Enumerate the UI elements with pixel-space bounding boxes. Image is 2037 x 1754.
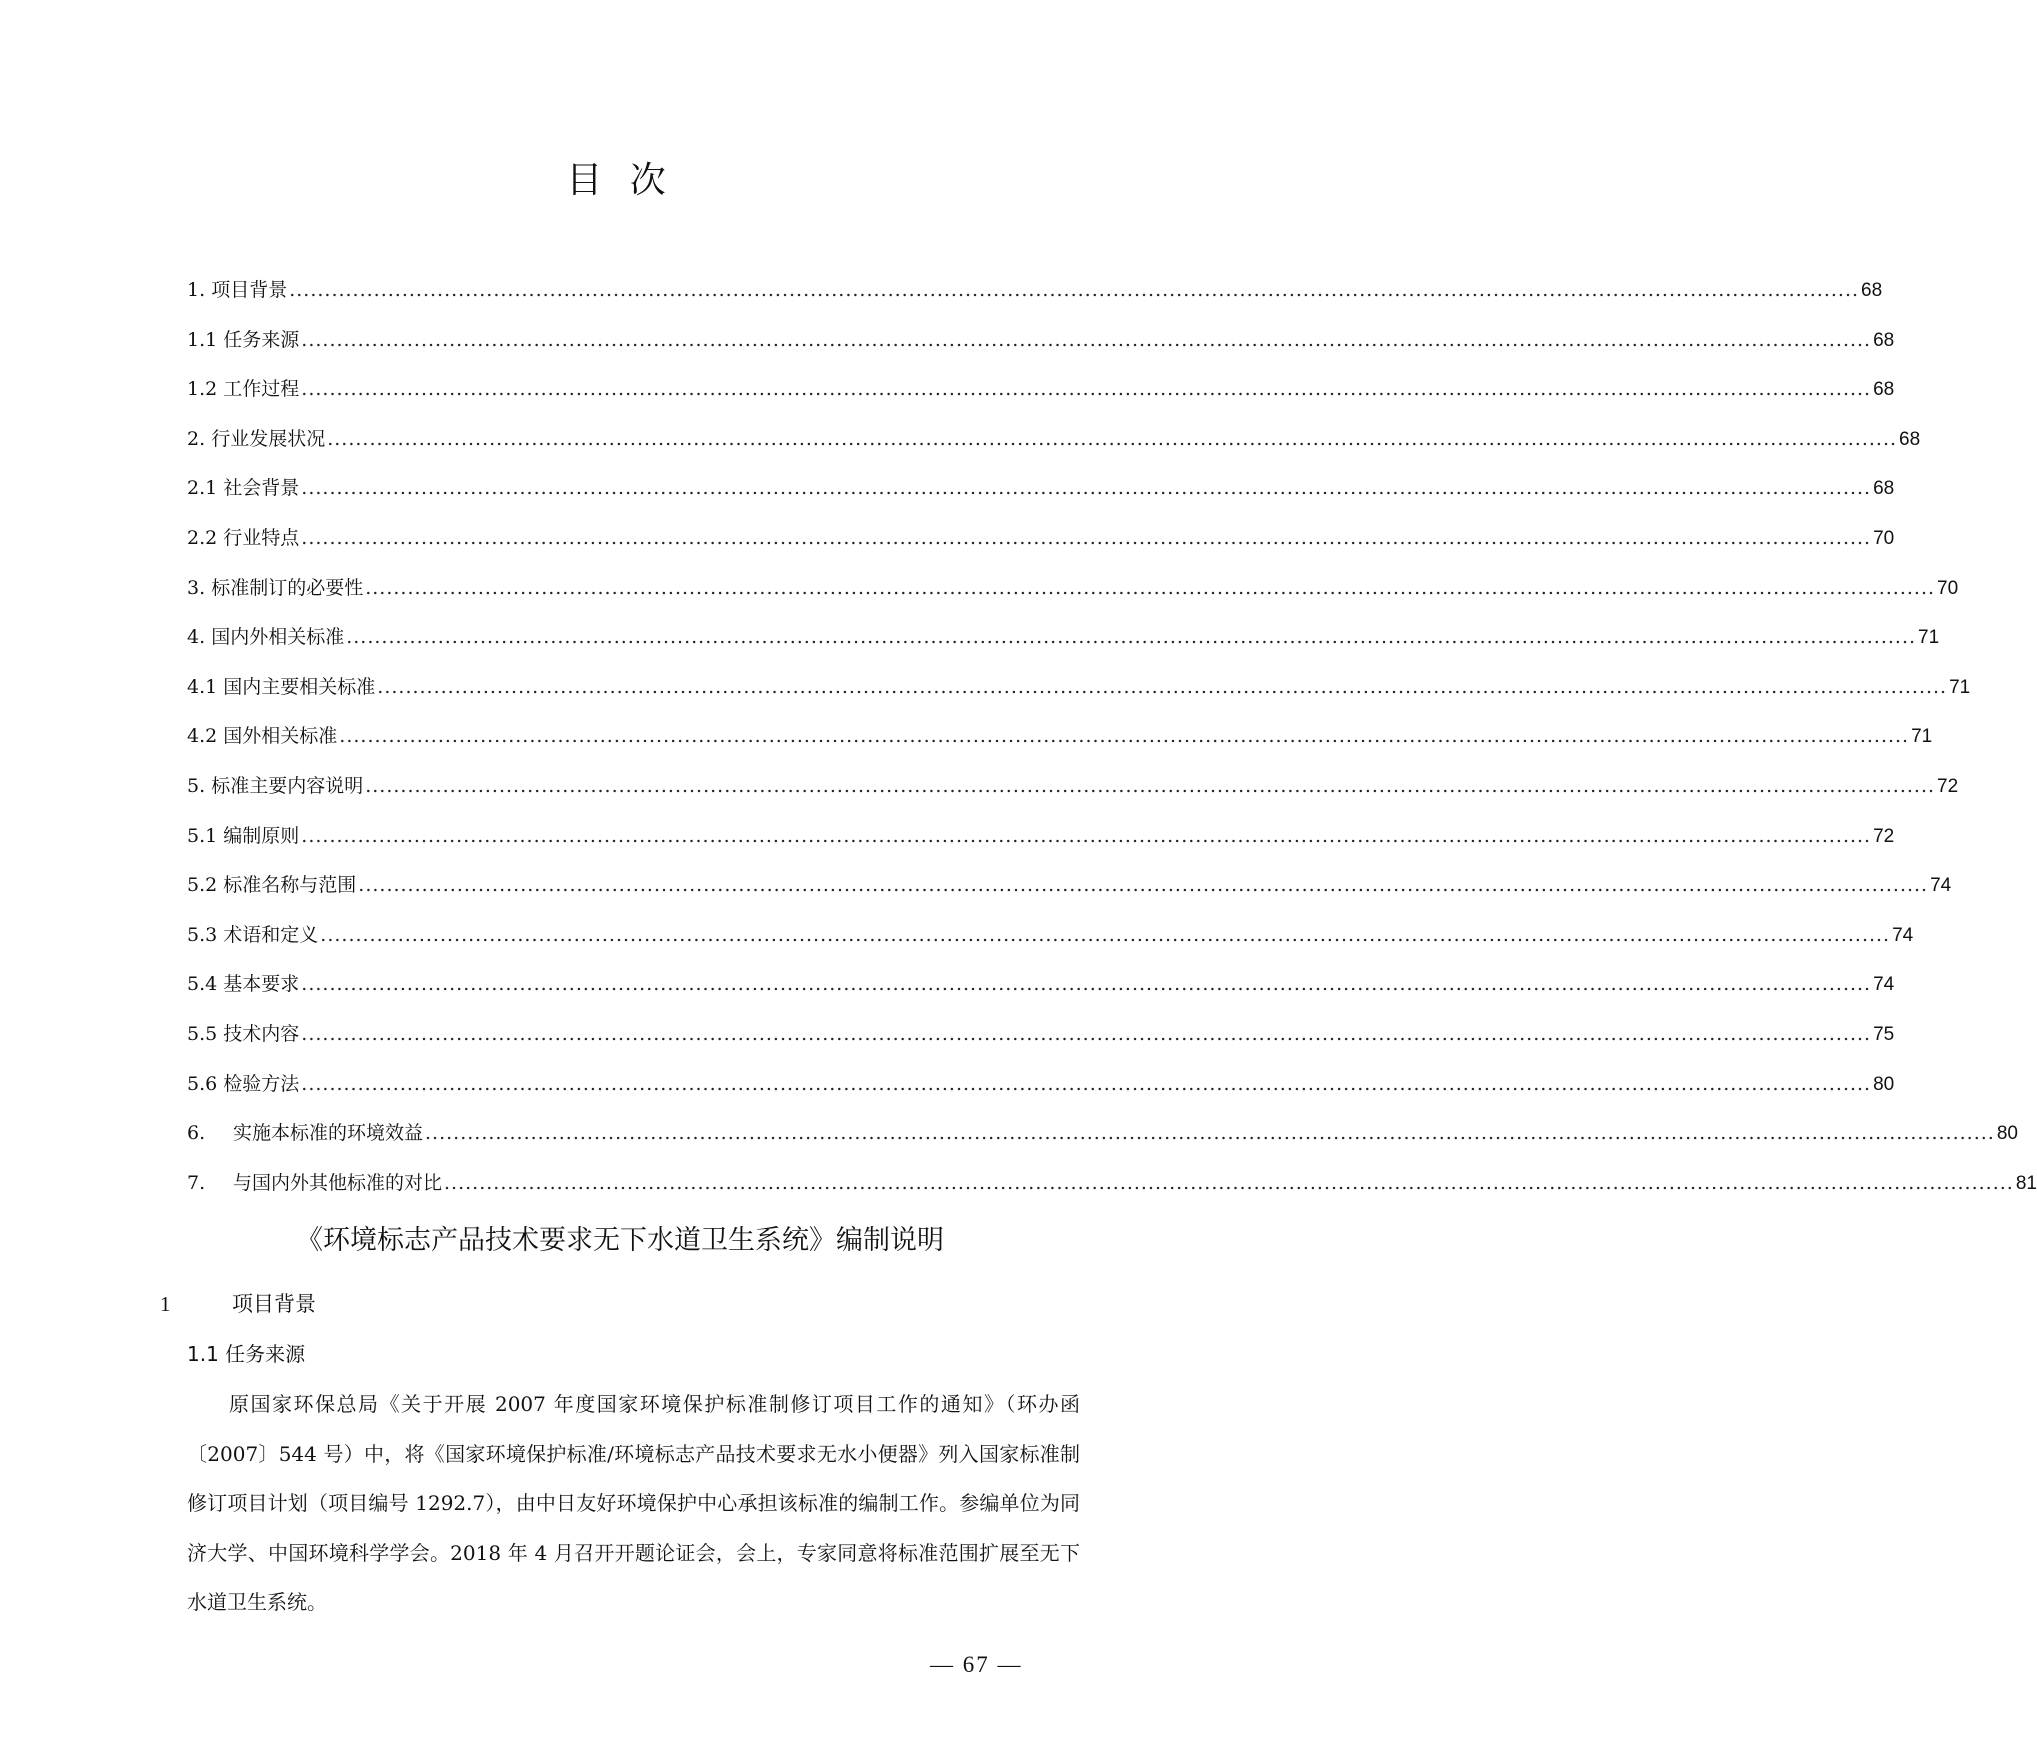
toc-entry[interactable] — [187, 324, 1895, 374]
body-paragraph: 原国家环保总局《关于开展 2007 年度国家环境保护标准制修订项目工作的通知》（环办函〔2007〕544 号）中，将《国家环境保护标准/环境标志产品技术要求无水小便器》列入国家标准制修订项目计划（项目编号 1292.7），由中日友好环境保护中心承担该标准的编制工作。参编单位为同济大学、中国环境科学学会。2018 年 4 月召开开题论证会，会上，专家同意将标准范围扩展至无下水道卫生系统。 — [187, 1392, 1080, 1615]
toc-entry-number: 4. — [187, 626, 206, 649]
toc-entry[interactable] — [187, 1167, 2037, 1217]
toc-dot-leader: ............................................................................................................................................................................................................................... — [346, 626, 1917, 649]
toc-dot-leader: ............................................................................................................................................................................................................................... — [444, 1171, 2014, 1194]
toc-entry-page: 68 — [1873, 478, 1895, 500]
toc-entry[interactable] — [187, 1117, 2018, 1167]
toc-entry-label — [187, 770, 363, 802]
toc-entry-number: 2. — [187, 427, 206, 450]
section-heading-1 — [160, 1288, 316, 1318]
toc-dot-leader: ............................................................................................................................................................................................................................... — [301, 328, 1872, 351]
toc-title: 目 次 — [566, 160, 674, 201]
toc-entry-number: 5.6 — [187, 1072, 218, 1095]
toc-entry-label — [187, 720, 337, 752]
toc-dot-leader: ............................................................................................................................................................................................................................... — [301, 477, 1872, 500]
toc-entry-page: 74 — [1892, 924, 1914, 946]
toc-entry-page: 71 — [1911, 726, 1933, 748]
toc-entry-label — [187, 1167, 442, 1199]
toc-dot-leader: ............................................................................................................................................................................................................................... — [320, 923, 1891, 946]
toc-dot-leader: ............................................................................................................................................................................................................................... — [425, 1122, 1995, 1145]
page-number: — 67 — — [930, 1652, 1023, 1677]
toc-entry-number: 5.1 — [187, 824, 218, 847]
toc-entry-number: 4.1 — [187, 675, 218, 698]
toc-entry-text: 实施本标准的环境效益 — [233, 1122, 424, 1145]
toc-entry[interactable] — [187, 373, 1895, 423]
toc-entry-page: 68 — [1873, 329, 1895, 351]
toc-entry-page: 80 — [1873, 1073, 1895, 1095]
toc-dot-leader: ............................................................................................................................................................................................................................... — [301, 378, 1872, 401]
toc-entry[interactable] — [187, 770, 1959, 820]
toc-entry-label — [187, 869, 356, 901]
section-title: 项目背景 — [232, 1292, 316, 1316]
toc-entry-label — [187, 919, 318, 951]
toc-entry-number: 1.1 — [187, 328, 218, 351]
toc-dot-leader: ............................................................................................................................................................................................................................... — [365, 576, 1936, 599]
toc-entry-label — [187, 1068, 299, 1100]
toc-entry-text: 术语和定义 — [223, 923, 319, 946]
toc-entry-number: 5.3 — [187, 923, 218, 946]
toc-dot-leader: ............................................................................................................................................................................................................................... — [301, 824, 1872, 847]
toc-entry-page: 72 — [1937, 775, 1959, 797]
toc-entry-text: 检验方法 — [223, 1072, 300, 1095]
toc-entry[interactable] — [187, 572, 1959, 622]
toc-entry-text: 标准主要内容说明 — [211, 774, 364, 797]
toc-entry[interactable] — [187, 919, 1914, 969]
toc-entry[interactable] — [187, 472, 1895, 522]
toc-entry[interactable] — [187, 1068, 1895, 1118]
toc-entry-label — [187, 1018, 299, 1050]
toc-entry[interactable] — [187, 621, 1940, 671]
toc-entry-text: 项目背景 — [211, 279, 288, 301]
toc-entry-text: 标准制订的必要性 — [211, 576, 364, 599]
toc-entry-label — [187, 1117, 423, 1149]
toc-entry-label — [187, 968, 299, 1000]
toc-entry-page: 70 — [1937, 577, 1959, 599]
toc-entry-page: 75 — [1873, 1023, 1895, 1045]
toc-entry-page: 68 — [1873, 379, 1895, 401]
toc-dot-leader: ............................................................................................................................................................................................................................... — [301, 526, 1872, 549]
document-title: 《环境标志产品技术要求无下水道卫生系统》编制说明 — [296, 1225, 944, 1256]
toc-entry-label — [187, 324, 299, 356]
toc-entry-page: 74 — [1873, 974, 1895, 996]
toc-entry[interactable] — [187, 423, 1921, 473]
toc-entry[interactable] — [187, 1018, 1895, 1068]
toc-entry-text: 社会背景 — [223, 477, 300, 500]
toc-entry-label — [187, 671, 375, 703]
section-number: 1 — [160, 1292, 171, 1316]
toc-dot-leader: ............................................................................................................................................................................................................................... — [327, 427, 1898, 450]
toc-entry-page: 71 — [1949, 676, 1971, 698]
toc-entry-page: 80 — [1996, 1123, 2018, 1145]
toc-entry[interactable] — [187, 522, 1895, 572]
toc-entry-page: 81 — [2015, 1172, 2037, 1194]
toc-dot-leader: ............................................................................................................................................................................................................................... — [301, 973, 1872, 996]
toc-entry-page: 70 — [1873, 527, 1895, 549]
toc-entry-number: 5.4 — [187, 973, 218, 996]
toc-entry-label — [187, 274, 287, 306]
toc-dot-leader: ............................................................................................................................................................................................................................... — [377, 675, 1948, 698]
toc-dot-leader: ............................................................................................................................................................................................................................... — [301, 1072, 1872, 1095]
toc-entry-text: 国内外相关标准 — [211, 626, 345, 649]
toc-entry-page: 72 — [1873, 825, 1895, 847]
toc-dot-leader: ............................................................................................................................................................................................................................... — [301, 1022, 1872, 1045]
toc-entry-label — [187, 472, 299, 504]
toc-entry-page: 68 — [1899, 428, 1921, 450]
toc-entry-label — [187, 522, 299, 554]
toc-entry-page: 71 — [1918, 627, 1940, 649]
toc-dot-leader: ............................................................................................................................................................................................................................... — [339, 725, 1910, 748]
toc-entry-label — [187, 621, 344, 653]
toc-entry-page: 68 — [1861, 280, 1883, 301]
toc-dot-leader: ............................................................................................................................................................................................................................... — [358, 874, 1929, 897]
toc-entry[interactable] — [187, 274, 1883, 324]
toc-entry[interactable] — [187, 720, 1933, 770]
toc-entry-label — [187, 572, 363, 604]
toc-entry-label — [187, 423, 325, 455]
section-heading-1-1: 1.1 任务来源 — [187, 1342, 306, 1366]
toc-entry-number: 1.2 — [187, 378, 218, 401]
toc-entry-text: 行业发展状况 — [211, 427, 326, 450]
toc-entry-text: 编制原则 — [223, 824, 300, 847]
toc-entry-number: 7. — [187, 1171, 206, 1194]
toc-entry-page: 74 — [1930, 875, 1952, 897]
toc-entry-text: 基本要求 — [223, 973, 300, 996]
toc-entry-number: 6. — [187, 1122, 206, 1145]
toc-entry-number: 3. — [187, 576, 206, 599]
toc-entry-text: 工作过程 — [223, 378, 300, 401]
toc-entry-text: 行业特点 — [223, 526, 300, 549]
toc-entry-number: 1. — [187, 279, 206, 301]
toc-entry[interactable] — [187, 968, 1895, 1018]
toc-dot-leader: ............................................................................................................................................................................................................................... — [289, 279, 1860, 301]
toc-entry-text: 技术内容 — [223, 1022, 300, 1045]
toc-entry-number: 4.2 — [187, 725, 218, 748]
table-of-contents — [187, 274, 2037, 1216]
toc-entry-number: 2.2 — [187, 526, 218, 549]
toc-entry-number: 5.2 — [187, 874, 218, 897]
toc-dot-leader: ............................................................................................................................................................................................................................... — [365, 774, 1936, 797]
toc-entry-text: 国内主要相关标准 — [223, 675, 376, 698]
toc-entry[interactable] — [187, 820, 1895, 870]
toc-entry-text: 与国内外其他标准的对比 — [233, 1171, 443, 1194]
toc-entry[interactable] — [187, 671, 1971, 721]
toc-entry[interactable] — [187, 869, 1952, 919]
toc-entry-number: 5. — [187, 774, 206, 797]
toc-entry-text: 任务来源 — [223, 328, 300, 351]
toc-entry-text: 国外相关标准 — [223, 725, 338, 748]
toc-entry-number: 5.5 — [187, 1022, 218, 1045]
toc-entry-number: 2.1 — [187, 477, 218, 500]
toc-entry-label — [187, 820, 299, 852]
toc-entry-text: 标准名称与范围 — [223, 874, 357, 897]
toc-entry-label — [187, 373, 299, 405]
